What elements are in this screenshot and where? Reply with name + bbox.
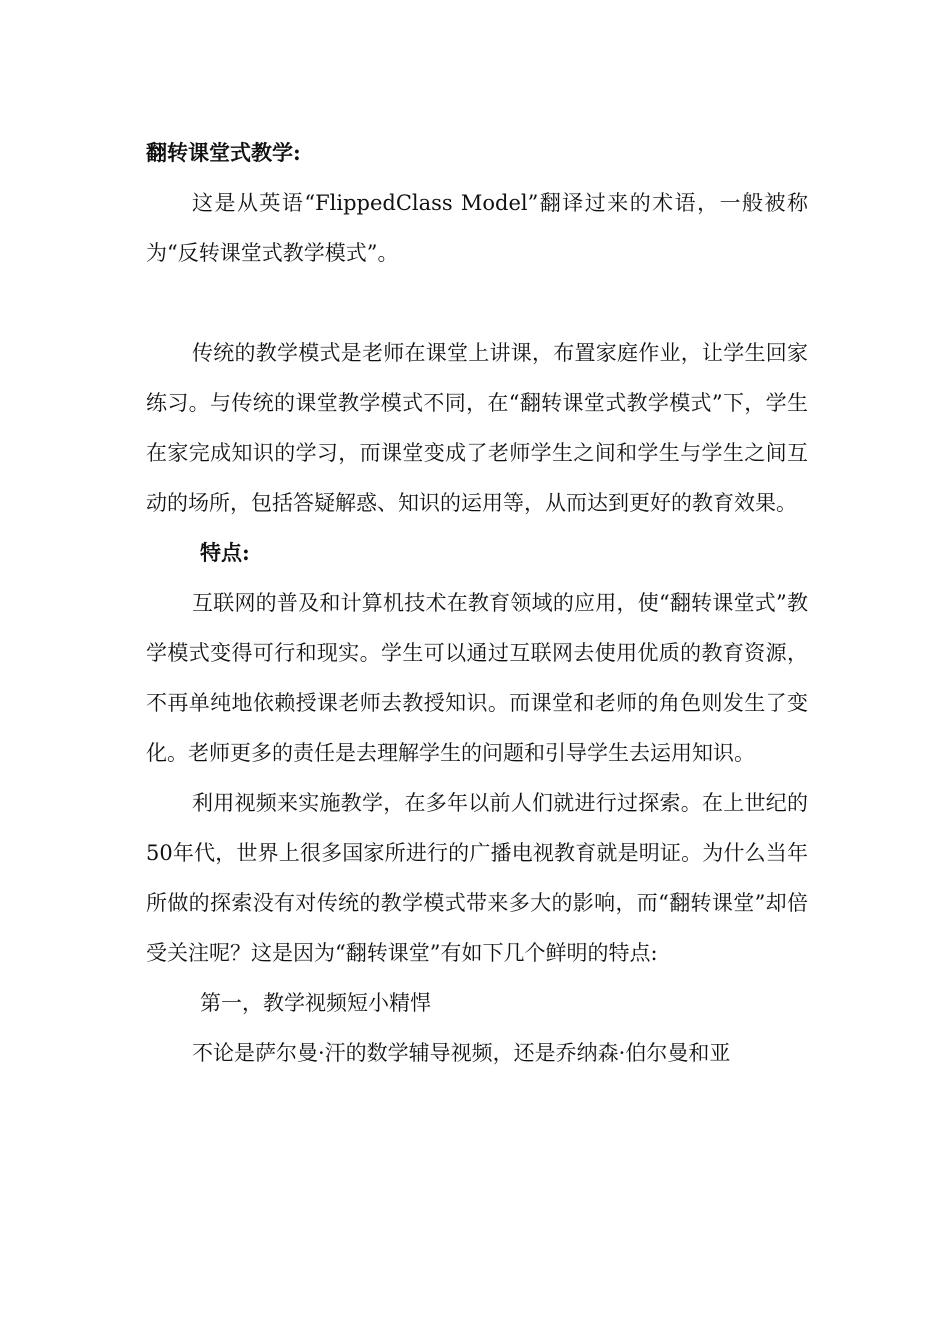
features-paragraph-1: 互联网的普及和计算机技术在教育领域的应用，使“翻转课堂式”教学模式变得可行和现实。学生可以通过互联网去使用优质的教育资源，不再单纯地依赖授课老师去教授知识。而课堂和老师的角色则发生了变化。老师更多的责任是去理解学生的问题和引导学生去运用知识。 [146, 591, 808, 765]
document-page [146, 128, 808, 1078]
features-heading: 特点: [200, 540, 250, 565]
intro-paragraph: 这是从英语“FlippedClass Model”翻译过来的术语，一般被称为“反转课堂式教学模式”。 [146, 191, 808, 265]
document-title: 翻转课堂式教学: [146, 140, 301, 165]
point-1-heading: 第一，教学视频短小精悍 [200, 991, 431, 1015]
blank-line [146, 278, 808, 328]
features-paragraph-2: 利用视频来实施教学，在多年以前人们就进行过探索。在上世纪的50年代，世界上很多国家所进行的广播电视教育就是明证。为什么当年所做的探索没有对传统的教学模式带来多大的影响，而“翻转课堂”却倍受关注呢？这是因为“翻转课堂”有如下几个鲜明的特点: [146, 791, 808, 965]
point-1-paragraph: 不论是萨尔曼·汗的数学辅导视频，还是乔纳森·伯尔曼和亚 [192, 1041, 731, 1065]
traditional-model-paragraph: 传统的教学模式是老师在课堂上讲课，布置家庭作业，让学生回家练习。与传统的课堂教学模式不同，在“翻转课堂式教学模式”下，学生在家完成知识的学习，而课堂变成了老师学生之间和学生与学生之间互动的场所，包括答疑解惑、知识的运用等，从而达到更好的教育效果。 [146, 341, 808, 515]
